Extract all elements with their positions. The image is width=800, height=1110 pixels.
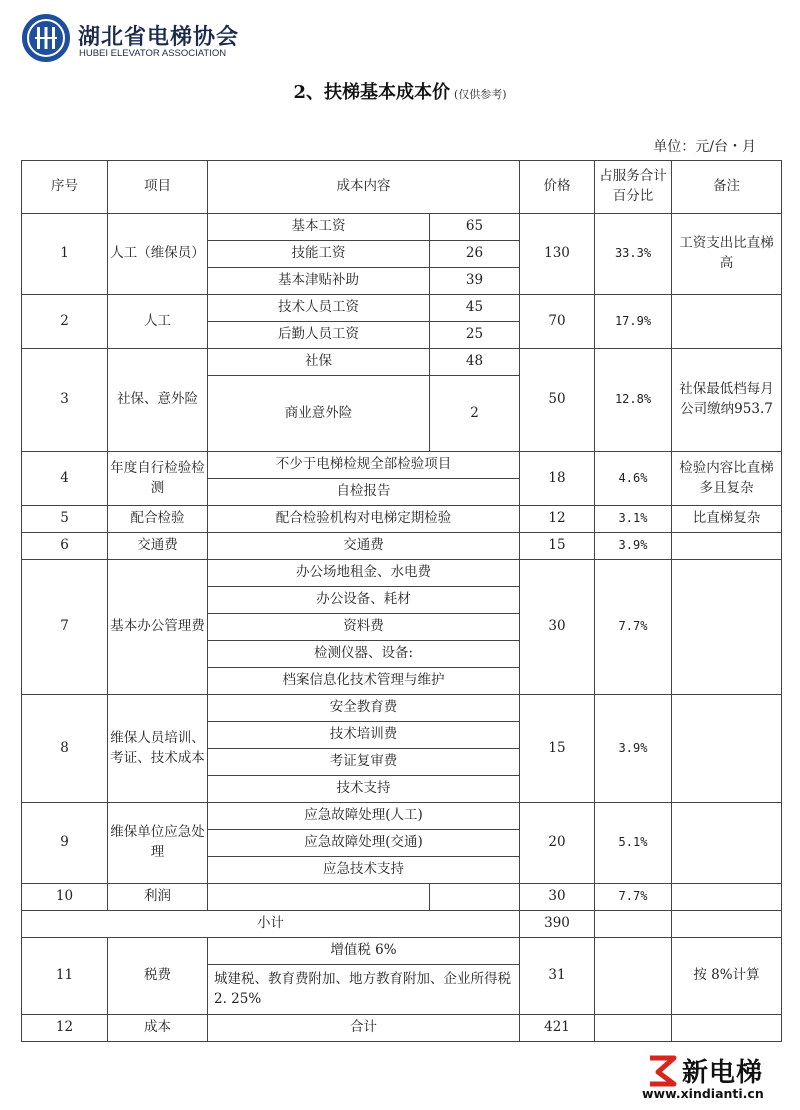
- cell-item: 年度自行检验检测: [108, 452, 208, 506]
- cell-remark: 比直梯复杂: [672, 506, 782, 533]
- cost-table: [21, 160, 782, 1042]
- table-row: [22, 452, 782, 479]
- cell-seq: 5: [22, 506, 108, 533]
- logo-english-name: HUBEI ELEVATOR ASSOCIATION: [79, 48, 227, 59]
- cell-price: 18: [520, 452, 595, 506]
- cell-sub-name: 基本津贴补助: [208, 268, 430, 295]
- cell-remark: [672, 560, 782, 695]
- hbea-emblem-icon: [22, 14, 70, 62]
- cell-sub-name: 技术支持: [208, 776, 520, 803]
- cell-price: 421: [520, 1015, 595, 1042]
- cell-seq: 10: [22, 884, 108, 911]
- cell-empty: [672, 1015, 782, 1042]
- header-item: 项目: [108, 161, 208, 214]
- cell-sub-name: 应急技术支持: [208, 857, 520, 884]
- cell-sub-name: 资料费: [208, 614, 520, 641]
- cell-sub-name: 考证复审费: [208, 749, 520, 776]
- cell-sub-name: 后勤人员工资: [208, 322, 430, 349]
- cell-sub-name: 交通费: [208, 533, 520, 560]
- cell-sub-value: 26: [430, 241, 520, 268]
- table-row: [22, 803, 782, 830]
- cell-seq: 1: [22, 214, 108, 295]
- subtotal-row: [22, 911, 782, 938]
- watermark-brand: 新电梯: [682, 1058, 764, 1088]
- cell-price: 12: [520, 506, 595, 533]
- header-percent: 占服务合计百分比: [595, 161, 672, 214]
- cell-item: 人工（维保员）: [108, 214, 208, 295]
- cell-seq: 6: [22, 533, 108, 560]
- table-row: [22, 214, 782, 241]
- table-row: [22, 560, 782, 587]
- cell-sub-value: 2: [430, 376, 520, 452]
- cell-remark: [672, 884, 782, 911]
- cell-empty: [595, 911, 672, 938]
- table-row: [22, 295, 782, 322]
- cell-item: 基本办公管理费: [108, 560, 208, 695]
- cell-sub-value: 65: [430, 214, 520, 241]
- cell-empty: [430, 884, 520, 911]
- cell-remark: [672, 295, 782, 349]
- cell-price: 30: [520, 884, 595, 911]
- subtotal-label: 小计: [22, 911, 520, 938]
- association-logo: [22, 14, 242, 66]
- cell-percent: 17.9%: [595, 295, 672, 349]
- cell-remark: [672, 803, 782, 884]
- cell-seq: 4: [22, 452, 108, 506]
- cell-percent: 7.7%: [595, 560, 672, 695]
- cell-item: 成本: [108, 1015, 208, 1042]
- header-price: 价格: [520, 161, 595, 214]
- cell-sub-name: 安全教育费: [208, 695, 520, 722]
- cell-sub-value: 48: [430, 349, 520, 376]
- header-content: 成本内容: [208, 161, 520, 214]
- cell-item: 配合检验: [108, 506, 208, 533]
- cell-seq: 12: [22, 1015, 108, 1042]
- cell-seq: 11: [22, 938, 108, 1015]
- cell-sub-name: 办公场地租金、水电费: [208, 560, 520, 587]
- cell-seq: 3: [22, 349, 108, 452]
- cell-sub-name: 自检报告: [208, 479, 520, 506]
- cell-sub-name: 社保: [208, 349, 430, 376]
- tax-row: [22, 938, 782, 965]
- cell-sub-name: 技术人员工资: [208, 295, 430, 322]
- cell-item: 维保单位应急处理: [108, 803, 208, 884]
- cell-seq: 7: [22, 560, 108, 695]
- unit-label: 单位：元/台・月: [653, 139, 756, 155]
- cell-percent: 7.7%: [595, 884, 672, 911]
- cell-sub-name: 不少于电梯检规全部检验项目: [208, 452, 520, 479]
- cost-row: [22, 1015, 782, 1042]
- cell-sub-value: 25: [430, 322, 520, 349]
- cell-percent: 3.9%: [595, 695, 672, 803]
- cell-empty: [595, 1015, 672, 1042]
- cell-sub-name: 基本工资: [208, 214, 430, 241]
- cell-item: 税费: [108, 938, 208, 1015]
- cell-item: 利润: [108, 884, 208, 911]
- cell-price: 20: [520, 803, 595, 884]
- watermark: [642, 1050, 792, 1106]
- cell-sub-value: 39: [430, 268, 520, 295]
- cell-percent: 3.1%: [595, 506, 672, 533]
- table-row: [22, 506, 782, 533]
- cell-seq: 8: [22, 695, 108, 803]
- cell-sub-name: 应急故障处理(人工): [208, 803, 520, 830]
- cell-sub-value: 45: [430, 295, 520, 322]
- cell-sub-name: 配合检验机构对电梯定期检验: [208, 506, 520, 533]
- table-row: [22, 533, 782, 560]
- table-row: [22, 349, 782, 376]
- logo-chinese-name: 湖北省电梯协会: [78, 25, 240, 50]
- cell-remark: 社保最低档每月公司缴纳953.7: [672, 349, 782, 452]
- cell-price: 30: [520, 560, 595, 695]
- cell-remark: 按 8%计算: [672, 938, 782, 1015]
- subtotal-value: 390: [520, 911, 595, 938]
- cell-price: 70: [520, 295, 595, 349]
- cell-percent: 33.3%: [595, 214, 672, 295]
- cell-remark: 工资支出比直梯高: [672, 214, 782, 295]
- cell-sub-name: 增值税 6%: [208, 938, 520, 965]
- document-title: [0, 78, 800, 104]
- cell-sub-name: 技术培训费: [208, 722, 520, 749]
- cell-seq: 2: [22, 295, 108, 349]
- cell-sub-name: 办公设备、耗材: [208, 587, 520, 614]
- watermark-url: www.xindianti.cn: [642, 1086, 764, 1101]
- cell-price: 31: [520, 938, 595, 1015]
- cell-remark: 检验内容比直梯多且复杂: [672, 452, 782, 506]
- cell-item: 社保、意外险: [108, 349, 208, 452]
- table-header-row: [22, 161, 782, 214]
- title-note: (仅供参考): [453, 88, 507, 101]
- cell-sub-name: 档案信息化技术管理与维护: [208, 668, 520, 695]
- header-remark: 备注: [672, 161, 782, 214]
- cell-percent: [595, 938, 672, 1015]
- cell-sub-name: 应急故障处理(交通): [208, 830, 520, 857]
- cell-percent: 12.8%: [595, 349, 672, 452]
- cell-price: 15: [520, 695, 595, 803]
- cell-percent: 3.9%: [595, 533, 672, 560]
- cell-sub-name: 商业意外险: [208, 376, 430, 452]
- cell-price: 50: [520, 349, 595, 452]
- cell-seq: 9: [22, 803, 108, 884]
- cell-percent: 5.1%: [595, 803, 672, 884]
- cell-sub-name: 技能工资: [208, 241, 430, 268]
- table-row: [22, 884, 782, 911]
- cell-empty: [208, 884, 430, 911]
- cell-content: 合计: [208, 1015, 520, 1042]
- cell-remark: [672, 533, 782, 560]
- cell-remark: [672, 695, 782, 803]
- cell-percent: 4.6%: [595, 452, 672, 506]
- cell-item: 交通费: [108, 533, 208, 560]
- cell-empty: [672, 911, 782, 938]
- cell-sub-name: 城建税、教育费附加、地方教育附加、企业所得税 2. 25%: [208, 965, 520, 1015]
- table-row: [22, 695, 782, 722]
- title-main: 2、扶梯基本成本价: [293, 82, 450, 103]
- cell-price: 130: [520, 214, 595, 295]
- header-seq: 序号: [22, 161, 108, 214]
- cell-item: 维保人员培训、考证、技术成本: [108, 695, 208, 803]
- cell-price: 15: [520, 533, 595, 560]
- cell-sub-name: 检测仪器、设备:: [208, 641, 520, 668]
- cell-item: 人工: [108, 295, 208, 349]
